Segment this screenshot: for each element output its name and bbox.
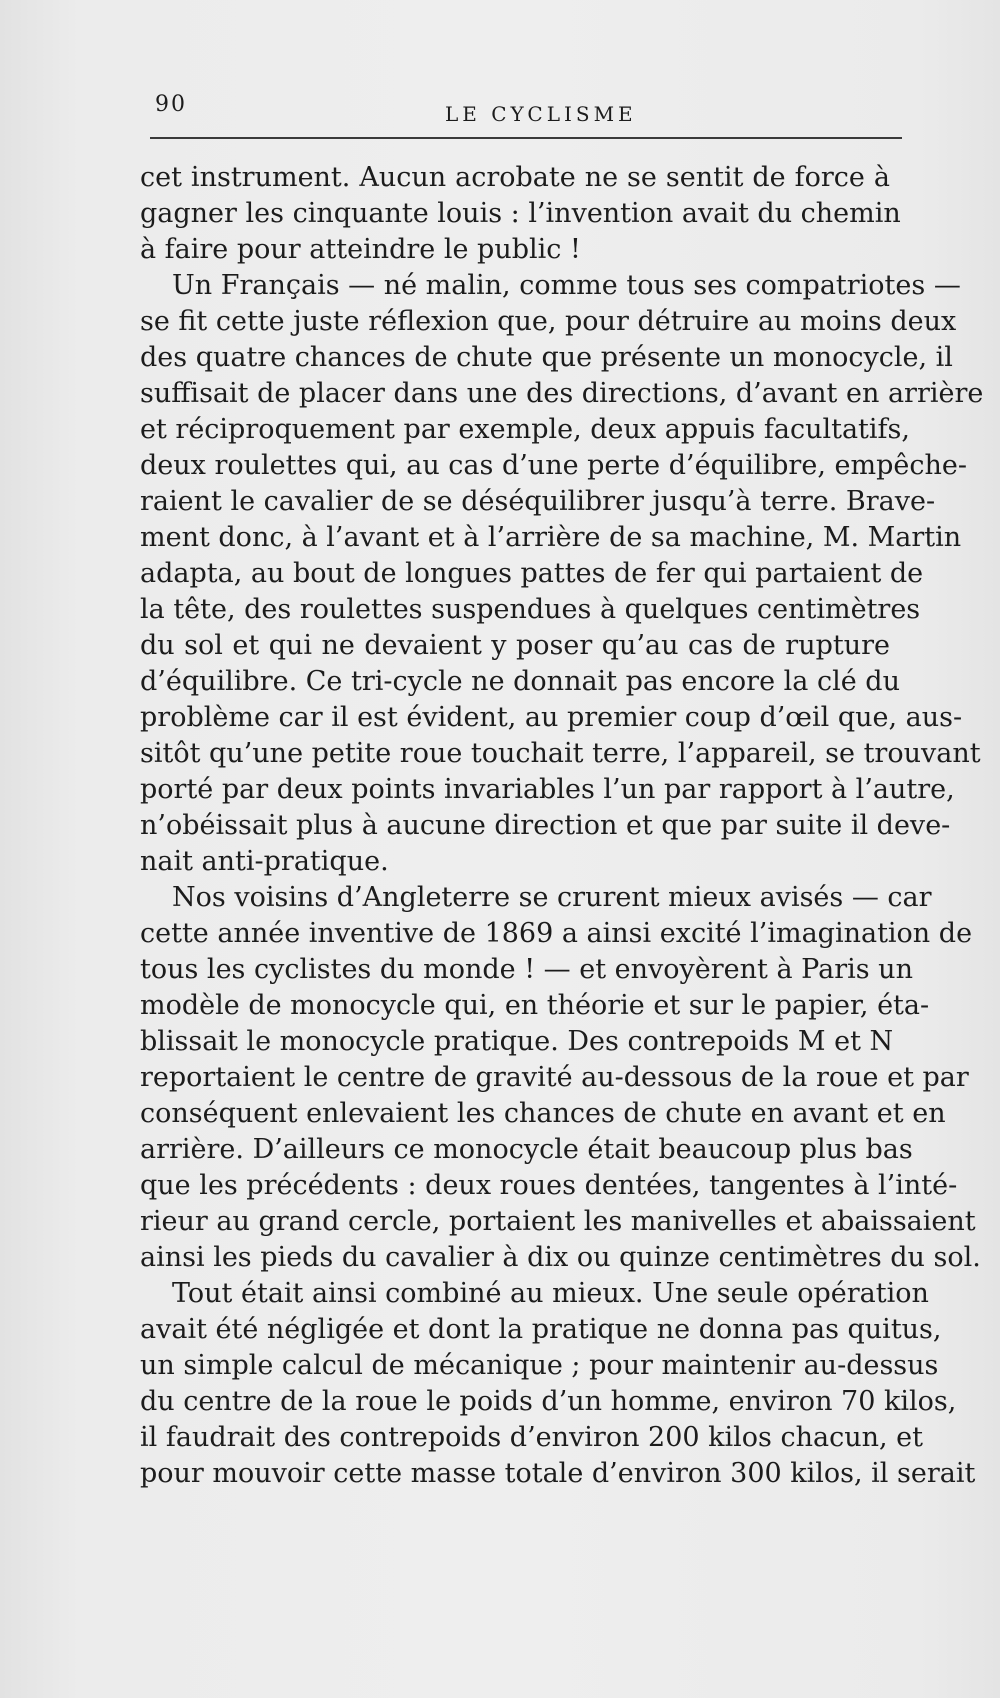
text-line: n’obéissait plus à aucune direction et que par suite il deve- xyxy=(140,810,951,841)
text-line: la tête, des roulettes suspendues à quelques centimètres xyxy=(140,594,921,625)
text-line: modèle de monocycle qui, en théorie et sur le papier, éta- xyxy=(140,990,930,1021)
text-line: conséquent enlevaient les chances de chute en avant et en xyxy=(140,1098,946,1129)
page-number: 90 xyxy=(155,92,187,117)
paragraph xyxy=(140,1276,976,1492)
text-line: cet instrument. Aucun acrobate ne se sentit de force à xyxy=(140,162,890,193)
text-line: ment donc, à l’avant et à l’arrière de sa machine, M. Martin xyxy=(140,522,962,553)
text-line: que les précédents : deux roues dentées, tangentes à l’inté- xyxy=(140,1170,958,1201)
text-line: tous les cyclistes du monde ! — et envoyèrent à Paris un xyxy=(140,954,913,985)
text-line: du sol et qui ne devaient y poser qu’au cas de rupture xyxy=(140,630,890,661)
text-line: blissait le monocycle pratique. Des contrepoids M et N xyxy=(140,1026,894,1057)
text-line: Un Français — né malin, comme tous ses compatriotes — xyxy=(172,270,961,301)
text-line: Tout était ainsi combiné au mieux. Une seule opération xyxy=(172,1278,929,1309)
text-line: suffisait de placer dans une des directions, d’avant en arrière xyxy=(140,378,984,409)
text-line: problème car il est évident, au premier coup d’œil que, aus- xyxy=(140,702,963,733)
body-text xyxy=(140,160,984,1492)
text-line: porté par deux points invariables l’un par rapport à l’autre, xyxy=(140,774,955,805)
paragraph xyxy=(140,880,981,1276)
text-line: nait anti-pratique. xyxy=(140,846,389,877)
text-line: deux roulettes qui, au cas d’une perte d’équilibre, empêche- xyxy=(140,450,967,481)
text-line: sitôt qu’une petite roue touchait terre, l’appareil, se trouvant xyxy=(140,738,981,769)
text-line: cette année inventive de 1869 a ainsi excité l’imagination de xyxy=(140,918,973,949)
header-rule xyxy=(150,137,902,139)
paragraph xyxy=(140,268,984,880)
text-line: rieur au grand cercle, portaient les manivelles et abaissaient xyxy=(140,1206,976,1237)
text-line: des quatre chances de chute que présente un monocycle, il xyxy=(140,342,953,373)
paragraph xyxy=(140,160,901,268)
text-line: se fit cette juste réflexion que, pour détruire au moins deux xyxy=(140,306,957,337)
text-line: d’équilibre. Ce tri-cycle ne donnait pas encore la clé du xyxy=(140,666,900,697)
text-line: adapta, au bout de longues pattes de fer qui partaient de xyxy=(140,558,924,589)
running-title: LE CYCLISME xyxy=(445,102,637,126)
text-line: et réciproquement par exemple, deux appuis facultatifs, xyxy=(140,414,910,445)
text-line: il faudrait des contrepoids d’environ 200 kilos chacun, et xyxy=(140,1422,923,1453)
text-line: du centre de la roue le poids d’un homme, environ 70 kilos, xyxy=(140,1386,957,1417)
text-line: arrière. D’ailleurs ce monocycle était beaucoup plus bas xyxy=(140,1134,913,1165)
text-line: reportaient le centre de gravité au-dessous de la roue et par xyxy=(140,1062,969,1093)
running-head xyxy=(155,92,900,132)
text-line: Nos voisins d’Angleterre se crurent mieux avisés — car xyxy=(172,882,932,913)
text-line: avait été négligée et dont la pratique ne donna pas quitus, xyxy=(140,1314,942,1345)
text-line: ainsi les pieds du cavalier à dix ou quinze centimètres du sol. xyxy=(140,1242,981,1273)
text-line: raient le cavalier de se déséquilibrer jusqu’à terre. Brave- xyxy=(140,486,936,517)
text-line: à faire pour atteindre le public ! xyxy=(140,234,581,265)
text-line: pour mouvoir cette masse totale d’environ 300 kilos, il serait xyxy=(140,1458,976,1489)
text-line: un simple calcul de mécanique ; pour maintenir au-dessus xyxy=(140,1350,939,1381)
text-line: gagner les cinquante louis : l’invention avait du chemin xyxy=(140,198,901,229)
